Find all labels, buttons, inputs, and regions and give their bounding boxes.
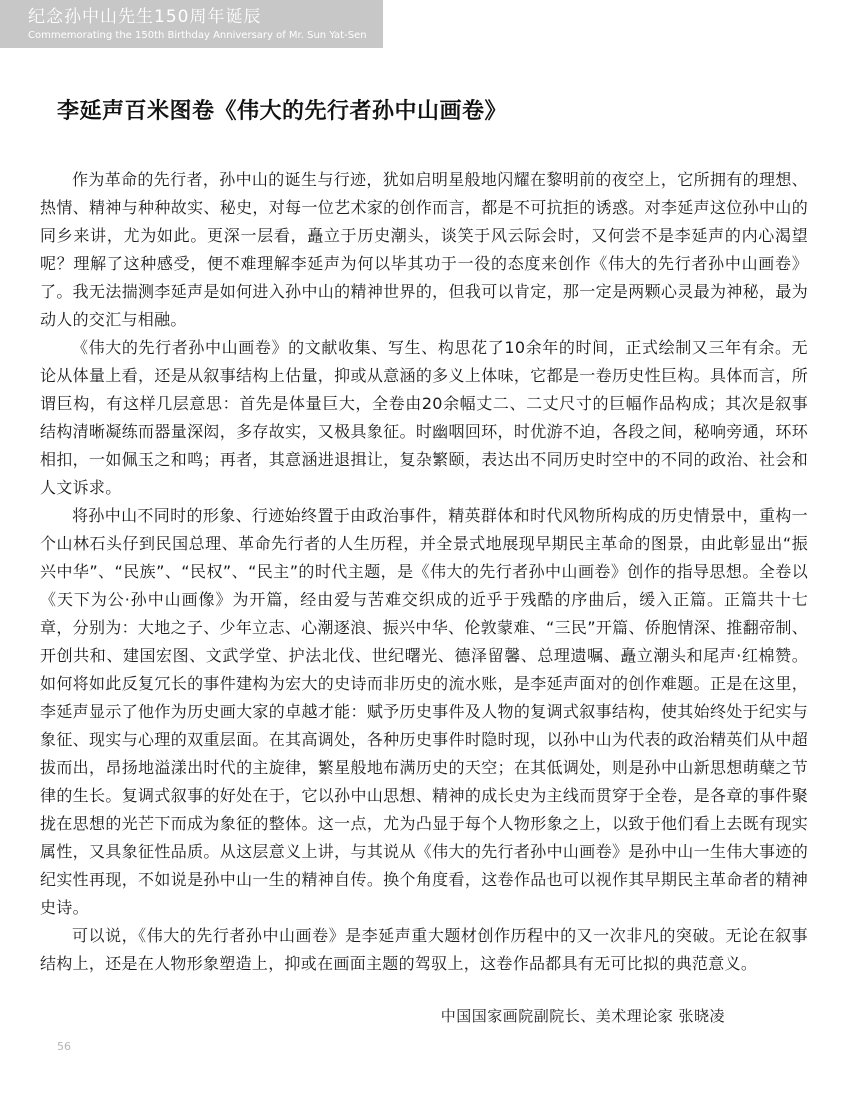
article-body: [40, 166, 808, 978]
paragraph-3: 将孙中山不同时的形象、行迹始终置于由政治事件，精英群体和时代风物所构成的历史情景中，重构一个山林石头仔到民国总理、革命先行者的人生历程，并全景式地展现早期民主革命的图景，由此彰显出“振兴中华”、“民族”、“民权”、“民主”的时代主题，是《伟大的先行者孙中山画卷》创作的指导思想。全卷以《天下为公·孙中山画像》为开篇，经由爱与苦难交织成的近乎于残酷的序曲后，缓入正篇。正篇共十七章，分别为：大地之子、少年立志、心潮逐浪、振兴中华、伦敦蒙难、“三民”开篇、侨胞情深、推翻帝制、开创共和、建国宏图、文武学堂、护法北伐、世纪曙光、德泽留馨、总理遗嘱、矗立潮头和尾声·红棉赞。如何将如此反复冗长的事件建构为宏大的史诗而非历史的流水账，是李延声面对的创作难题。正是在这里，李延声显示了他作为历史画大家的卓越才能：赋予历史事件及人物的复调式叙事结构，使其始终处于纪实与象征、现实与心理的双重层面。在其高调处，各种历史事件时隐时现，以孙中山为代表的政治精英们从中超拔而出，昂扬地溢漾出时代的主旋律，繁星般地布满历史的天空；在其低调处，则是孙中山新思想萌蘖之节律的生长。复调式叙事的好处在于，它以孙中山思想、精神的成长史为主线而贯穿于全卷，是各章的事件聚拢在思想的光芒下而成为象征的整体。这一点，尤为凸显于每个人物形象之上，以致于他们看上去既有现实属性，又具象征性品质。从这层意义上讲，与其说从《伟大的先行者孙中山画卷》是孙中山一生伟大事迹的纪实性再现，不如说是孙中山一生的精神自传。换个角度看，这卷作品也可以视作其早期民主革命者的精神史诗。: [40, 506, 808, 917]
page-number: 56: [57, 1040, 71, 1053]
article-title: 李延声百米图卷《伟大的先行者孙中山画卷》: [57, 99, 508, 124]
banner-title-chinese: 纪念孙中山先生150周年诞辰: [28, 7, 262, 27]
paragraph-1: 作为革命的先行者，孙中山的诞生与行迹，犹如启明星般地闪耀在黎明前的夜空上，它所拥有的理想、热情、精神与种种故实、秘史，对每一位艺术家的创作而言，都是不可抗拒的诱惑。对李延声这位孙中山的同乡来讲，尤为如此。更深一层看，矗立于历史潮头，谈笑于风云际会时，又何尝不是李延声的内心渴望呢？理解了这种感受，便不难理解李延声为何以毕其功于一役的态度来创作《伟大的先行者孙中山画卷》了。我无法揣测李延声是如何进入孙中山的精神世界的，但我可以肯定，那一定是两颗心灵最为神秘，最为动人的交汇与相融。: [40, 170, 808, 329]
banner-subtitle-english: Commemorating the 150th Birthday Anniversary of Mr. Sun Yat-Sen: [28, 30, 367, 41]
header-banner: [0, 0, 383, 48]
author-attribution: 中国国家画院副院长、美术理论家 张晓凌: [440, 1007, 725, 1025]
paragraph-4: 可以说，《伟大的先行者孙中山画卷》是李延声重大题材创作历程中的又一次非凡的突破。无论在叙事结构上，还是在人物形象塑造上，抑或在画面主题的驾驭上，这卷作品都具有无可比拟的典范意义。: [40, 926, 808, 973]
paragraph-2: 《伟大的先行者孙中山画卷》的文献收集、写生、构思花了10余年的时间，正式绘制又三年有余。无论从体量上看，还是从叙事结构上估量，抑或从意涵的多义上体味，它都是一卷历史性巨构。具体而言，所谓巨构，有这样几层意思：首先是体量巨大，全卷由20余幅丈二、二丈尺寸的巨幅作品构成；其次是叙事结构清晰凝练而器量深闳，多存故实，又极具象征。时幽咽回环，时优游不迫，各段之间，秘响旁通，环环相扣，一如佩玉之和鸣；再者，其意涵进退揖让，复杂繁颐，表达出不同历史时空中的不同的政治、社会和人文诉求。: [40, 338, 808, 497]
